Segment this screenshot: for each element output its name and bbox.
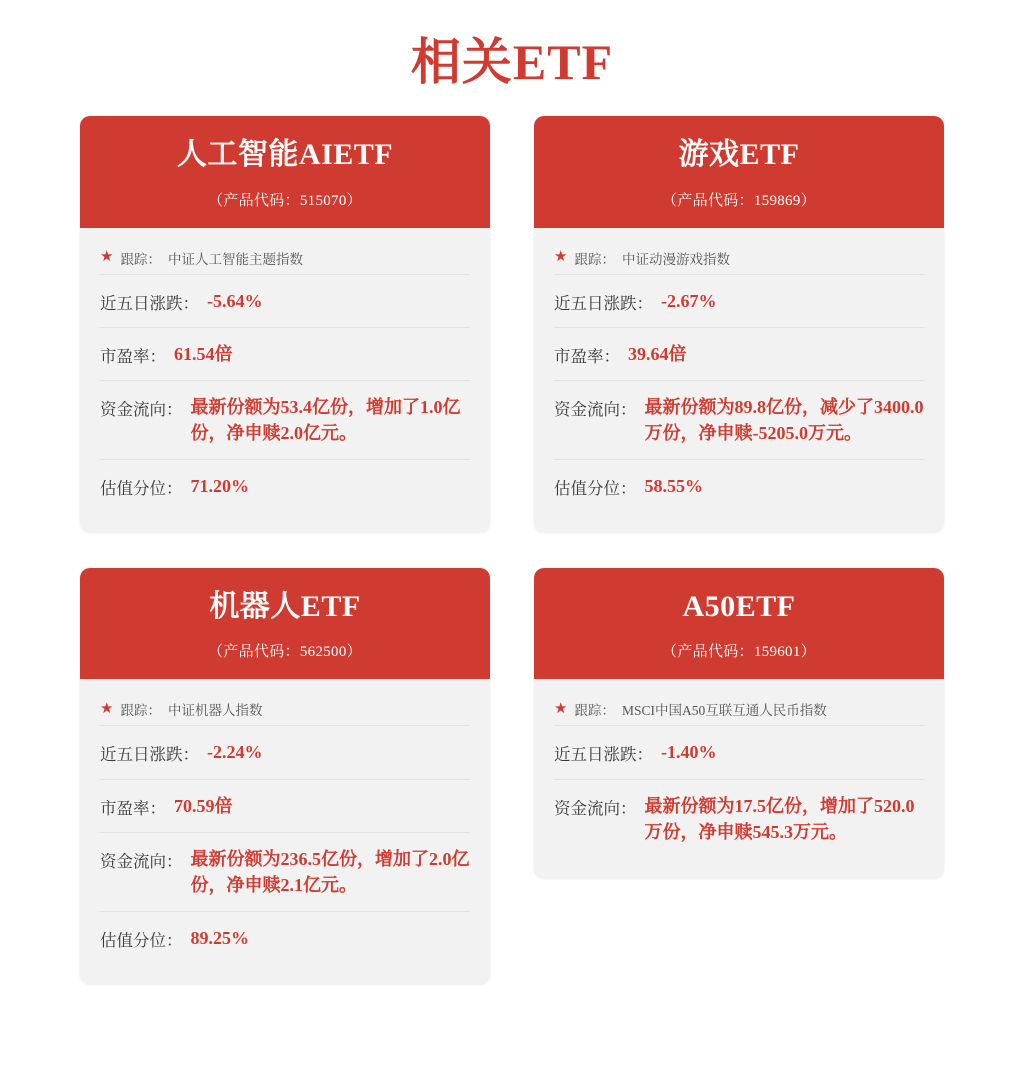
- etf-track-index: 中证动漫游戏指数: [621, 251, 730, 267]
- etf-pe-value: 70.59倍: [174, 795, 233, 816]
- etf-valuation-label: 估值分位：: [100, 930, 183, 950]
- etf-five-day-row: [100, 725, 470, 778]
- etf-valuation-row: [100, 911, 470, 964]
- star-icon: ★: [554, 700, 568, 717]
- etf-pe-value: 61.54倍: [174, 343, 233, 364]
- etf-valuation-label: 估值分位：: [554, 478, 637, 498]
- etf-name: A50ETF: [682, 589, 796, 623]
- etf-five-day-row: [100, 274, 470, 327]
- etf-track-label: 跟踪：: [574, 703, 615, 719]
- etf-flow-label: 资金流向：: [100, 851, 183, 871]
- etf-flow-row: [554, 380, 924, 459]
- etf-flow-label: 资金流向：: [100, 399, 183, 419]
- etf-valuation-value: 71.20%: [190, 475, 249, 496]
- etf-flow-label: 资金流向：: [554, 798, 637, 818]
- etf-flow-value: 最新份额为17.5亿份，增加了520.0万份，净申赎545.3万元。: [644, 795, 915, 842]
- etf-five-day-row: [554, 274, 924, 327]
- etf-track-row: [100, 244, 470, 274]
- etf-pe-label: 市盈率：: [554, 346, 620, 366]
- star-icon: ★: [100, 249, 114, 265]
- page-title: 相关ETF: [410, 34, 614, 90]
- etf-card-header: [534, 568, 944, 680]
- etf-five-day-value: -5.64%: [207, 290, 263, 311]
- etf-five-day-label: 近五日涨跌：: [100, 745, 199, 765]
- etf-valuation-value: 89.25%: [190, 927, 249, 948]
- etf-flow-row: [100, 832, 470, 911]
- star-icon: ★: [100, 700, 114, 717]
- etf-card-body: [80, 679, 490, 983]
- etf-track-row: [554, 695, 924, 725]
- etf-product-code: （产品代码：159869）: [662, 192, 816, 209]
- etf-track-row: [100, 695, 470, 725]
- etf-name: 机器人ETF: [209, 589, 361, 623]
- etf-valuation-value: 58.55%: [644, 475, 703, 496]
- etf-card-header: [80, 116, 490, 228]
- etf-track-row: [554, 244, 924, 274]
- etf-flow-row: [100, 380, 470, 459]
- etf-pe-row: [554, 327, 924, 380]
- etf-track-index: 中证机器人指数: [167, 703, 263, 719]
- etf-flow-row: [554, 779, 924, 858]
- etf-track-label: 跟踪：: [120, 251, 161, 267]
- etf-pe-value: 39.64倍: [628, 343, 687, 364]
- etf-name: 人工智能AIETF: [176, 138, 394, 171]
- etf-five-day-label: 近五日涨跌：: [100, 293, 199, 313]
- etf-track-index: MSCI中国A50互联互通人民币指数: [621, 703, 827, 719]
- etf-card[interactable]: [534, 568, 944, 878]
- etf-five-day-value: -2.24%: [207, 742, 263, 763]
- etf-product-code: （产品代码：159601）: [662, 644, 816, 661]
- etf-card-header: [534, 116, 944, 228]
- etf-pe-label: 市盈率：: [100, 346, 166, 366]
- etf-five-day-value: -2.67%: [661, 290, 717, 311]
- etf-card-grid: [0, 116, 1024, 984]
- etf-valuation-row: [100, 459, 470, 512]
- etf-flow-value: 最新份额为89.8亿份，减少了3400.0万份，净申赎-5205.0万元。: [644, 396, 924, 443]
- etf-flow-label: 资金流向：: [554, 399, 637, 419]
- etf-card-body: [80, 228, 490, 532]
- etf-card-header: [80, 568, 490, 680]
- etf-product-code: （产品代码：562500）: [208, 644, 362, 661]
- star-icon: ★: [554, 249, 568, 265]
- etf-track-label: 跟踪：: [120, 703, 161, 719]
- etf-card[interactable]: [80, 568, 490, 984]
- etf-valuation-row: [554, 459, 924, 512]
- etf-pe-row: [100, 327, 470, 380]
- etf-five-day-row: [554, 725, 924, 778]
- etf-five-day-label: 近五日涨跌：: [554, 293, 653, 313]
- etf-card[interactable]: [80, 116, 490, 532]
- etf-card-body: [534, 679, 944, 877]
- etf-pe-label: 市盈率：: [100, 798, 166, 818]
- etf-five-day-value: -1.40%: [661, 742, 717, 763]
- etf-track-label: 跟踪：: [574, 251, 615, 267]
- etf-valuation-label: 估值分位：: [100, 478, 183, 498]
- etf-five-day-label: 近五日涨跌：: [554, 745, 653, 765]
- etf-name: 游戏ETF: [678, 138, 800, 171]
- etf-pe-row: [100, 779, 470, 832]
- etf-card-body: [534, 228, 944, 532]
- etf-track-index: 中证人工智能主题指数: [167, 251, 303, 267]
- etf-product-code: （产品代码：515070）: [208, 192, 362, 209]
- etf-card[interactable]: [534, 116, 944, 532]
- etf-flow-value: 最新份额为53.4亿份，增加了1.0亿份，净申赎2.0亿元。: [190, 396, 461, 443]
- etf-flow-value: 最新份额为236.5亿份，增加了2.0亿份，净申赎2.1亿元。: [190, 848, 470, 895]
